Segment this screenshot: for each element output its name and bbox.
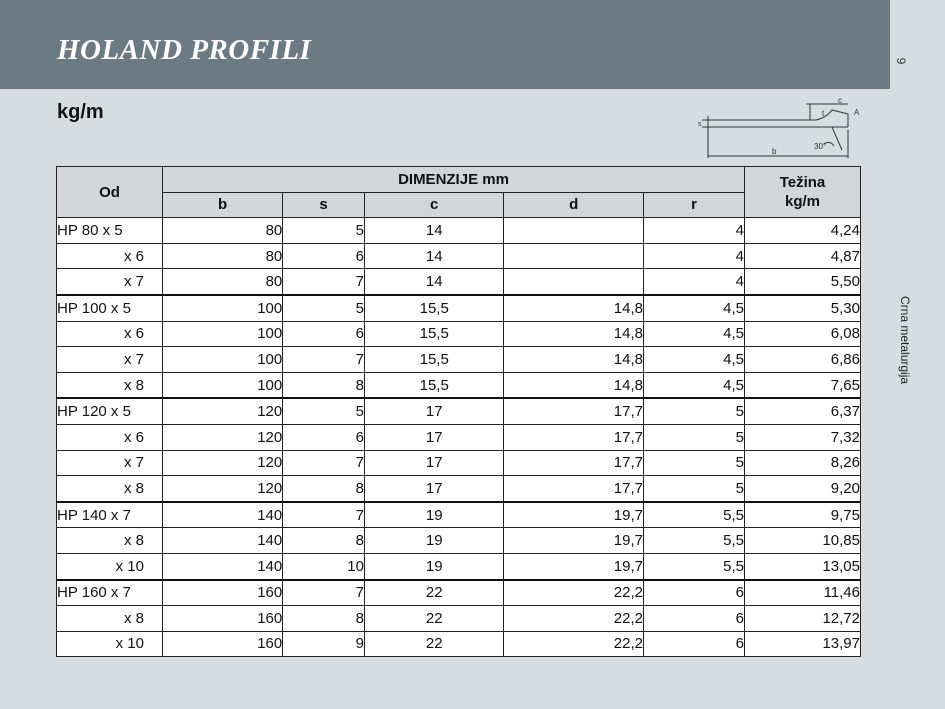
header-col-b: b <box>163 192 283 218</box>
cell-r: 5,5 <box>643 502 744 528</box>
cell-od: x 7 <box>57 269 163 295</box>
header-col-d: d <box>504 192 644 218</box>
header-col-s: s <box>283 192 365 218</box>
cell-r: 6 <box>643 580 744 606</box>
cell-s: 7 <box>283 502 365 528</box>
cell-d: 17,7 <box>504 398 644 424</box>
cell-od: x 8 <box>57 372 163 398</box>
cell-s: 6 <box>283 321 365 347</box>
header-weight-line1: Težina <box>779 174 826 192</box>
cell-b: 120 <box>163 398 283 424</box>
cell-c: 19 <box>364 502 504 528</box>
header-od: Od <box>57 167 163 218</box>
cell-weight: 13,97 <box>745 631 861 657</box>
cell-weight: 13,05 <box>745 553 861 579</box>
cell-weight: 7,32 <box>745 424 861 450</box>
cell-c: 15,5 <box>364 295 504 321</box>
cell-d: 14,8 <box>504 321 644 347</box>
diagram-label-c: c <box>838 96 842 105</box>
cell-weight: 10,85 <box>745 528 861 554</box>
cell-b: 80 <box>163 218 283 244</box>
cell-b: 80 <box>163 269 283 295</box>
cell-od: HP 100 x 5 <box>57 295 163 321</box>
cell-b: 120 <box>163 450 283 476</box>
cell-od: x 7 <box>57 450 163 476</box>
cell-d <box>504 218 644 244</box>
table-row <box>57 450 861 476</box>
cell-b: 120 <box>163 476 283 502</box>
header-col-r: r <box>643 192 744 218</box>
cell-d: 22,2 <box>504 606 644 632</box>
cell-weight: 8,26 <box>745 450 861 476</box>
cell-r: 5 <box>643 476 744 502</box>
table-row <box>57 347 861 373</box>
cell-d <box>504 269 644 295</box>
cell-weight: 6,86 <box>745 347 861 373</box>
cell-b: 160 <box>163 631 283 657</box>
table-row <box>57 218 861 244</box>
cell-r: 4,5 <box>643 321 744 347</box>
cell-b: 120 <box>163 424 283 450</box>
cell-d: 14,8 <box>504 295 644 321</box>
header-dimensions: DIMENZIJE mm <box>163 167 745 193</box>
cell-od: x 8 <box>57 476 163 502</box>
cell-r: 4,5 <box>643 347 744 373</box>
table-row <box>57 528 861 554</box>
cell-b: 140 <box>163 528 283 554</box>
cell-c: 17 <box>364 476 504 502</box>
cell-c: 19 <box>364 553 504 579</box>
cell-s: 7 <box>283 269 365 295</box>
cell-c: 17 <box>364 424 504 450</box>
table-row <box>57 269 861 295</box>
cell-c: 19 <box>364 528 504 554</box>
cell-r: 5 <box>643 424 744 450</box>
cell-c: 15,5 <box>364 347 504 373</box>
cell-c: 14 <box>364 218 504 244</box>
cell-weight: 6,08 <box>745 321 861 347</box>
diagram-label-a: A <box>854 108 860 117</box>
cell-r: 4 <box>643 218 744 244</box>
cell-s: 7 <box>283 347 365 373</box>
cell-r: 4 <box>643 243 744 269</box>
cell-d: 22,2 <box>504 580 644 606</box>
cell-b: 160 <box>163 606 283 632</box>
profiles-table <box>56 166 861 657</box>
cell-s: 8 <box>283 476 365 502</box>
cell-b: 100 <box>163 372 283 398</box>
cell-weight: 9,75 <box>745 502 861 528</box>
cell-c: 15,5 <box>364 372 504 398</box>
cell-c: 22 <box>364 580 504 606</box>
side-section-label: Crna metalurgija <box>898 296 912 385</box>
cell-weight: 11,46 <box>745 580 861 606</box>
cell-od: x 8 <box>57 528 163 554</box>
cell-c: 17 <box>364 398 504 424</box>
diagram-label-b: b <box>772 147 777 156</box>
cell-s: 9 <box>283 631 365 657</box>
cell-c: 22 <box>364 631 504 657</box>
cell-c: 22 <box>364 606 504 632</box>
cell-c: 15,5 <box>364 321 504 347</box>
cell-od: x 6 <box>57 243 163 269</box>
cell-b: 160 <box>163 580 283 606</box>
cell-b: 100 <box>163 347 283 373</box>
cell-s: 5 <box>283 398 365 424</box>
diagram-label-angle: 30° <box>814 142 827 151</box>
cell-s: 7 <box>283 580 365 606</box>
cell-c: 17 <box>364 450 504 476</box>
cell-b: 80 <box>163 243 283 269</box>
cell-r: 4,5 <box>643 372 744 398</box>
header-weight-line2: kg/m <box>784 193 820 211</box>
cell-s: 8 <box>283 606 365 632</box>
cell-s: 7 <box>283 450 365 476</box>
cell-od: HP 120 x 5 <box>57 398 163 424</box>
cell-d <box>504 243 644 269</box>
cell-r: 4,5 <box>643 295 744 321</box>
cell-od: HP 80 x 5 <box>57 218 163 244</box>
cell-r: 5 <box>643 450 744 476</box>
cell-od: x 8 <box>57 606 163 632</box>
cell-s: 5 <box>283 295 365 321</box>
table-row <box>57 295 861 321</box>
cell-d: 22,2 <box>504 631 644 657</box>
table-body <box>57 218 861 657</box>
cell-r: 6 <box>643 606 744 632</box>
cell-d: 19,7 <box>504 553 644 579</box>
cell-od: x 6 <box>57 321 163 347</box>
table-row <box>57 606 861 632</box>
cell-s: 6 <box>283 243 365 269</box>
table-row <box>57 631 861 657</box>
cell-od: HP 140 x 7 <box>57 502 163 528</box>
table-row <box>57 553 861 579</box>
cell-s: 8 <box>283 528 365 554</box>
cell-s: 5 <box>283 218 365 244</box>
header-weight <box>745 167 861 218</box>
table-row <box>57 321 861 347</box>
cell-c: 14 <box>364 243 504 269</box>
cell-weight: 5,30 <box>745 295 861 321</box>
cell-s: 8 <box>283 372 365 398</box>
cell-d: 19,7 <box>504 502 644 528</box>
table-row <box>57 243 861 269</box>
cell-r: 5,5 <box>643 528 744 554</box>
cell-weight: 4,24 <box>745 218 861 244</box>
cell-d: 14,8 <box>504 372 644 398</box>
cell-r: 6 <box>643 631 744 657</box>
table-row <box>57 424 861 450</box>
cell-r: 5 <box>643 398 744 424</box>
cell-r: 5,5 <box>643 553 744 579</box>
table-row <box>57 580 861 606</box>
cell-weight: 9,20 <box>745 476 861 502</box>
cell-d: 17,7 <box>504 424 644 450</box>
cell-weight: 12,72 <box>745 606 861 632</box>
diagram-label-t: t <box>822 109 825 118</box>
table-row <box>57 398 861 424</box>
cell-d: 14,8 <box>504 347 644 373</box>
cell-od: x 10 <box>57 631 163 657</box>
cell-r: 4 <box>643 269 744 295</box>
profile-cross-section-diagram <box>698 94 868 164</box>
unit-subtitle: kg/m <box>57 101 104 123</box>
cell-d: 19,7 <box>504 528 644 554</box>
cell-d: 17,7 <box>504 450 644 476</box>
cell-b: 100 <box>163 295 283 321</box>
table-row <box>57 372 861 398</box>
cell-s: 6 <box>283 424 365 450</box>
cell-od: x 7 <box>57 347 163 373</box>
cell-c: 14 <box>364 269 504 295</box>
cell-weight: 5,50 <box>745 269 861 295</box>
cell-b: 140 <box>163 502 283 528</box>
cell-weight: 4,87 <box>745 243 861 269</box>
cell-d: 17,7 <box>504 476 644 502</box>
table-row <box>57 476 861 502</box>
cell-weight: 6,37 <box>745 398 861 424</box>
page-title: HOLAND PROFILI <box>57 34 312 66</box>
header-col-c: c <box>364 192 504 218</box>
cell-b: 140 <box>163 553 283 579</box>
cell-od: x 6 <box>57 424 163 450</box>
table-row <box>57 502 861 528</box>
cell-od: x 10 <box>57 553 163 579</box>
cell-s: 10 <box>283 553 365 579</box>
cell-b: 100 <box>163 321 283 347</box>
diagram-label-s: s <box>698 121 702 128</box>
page-number: 9 <box>894 57 908 65</box>
cell-weight: 7,65 <box>745 372 861 398</box>
cell-od: HP 160 x 7 <box>57 580 163 606</box>
